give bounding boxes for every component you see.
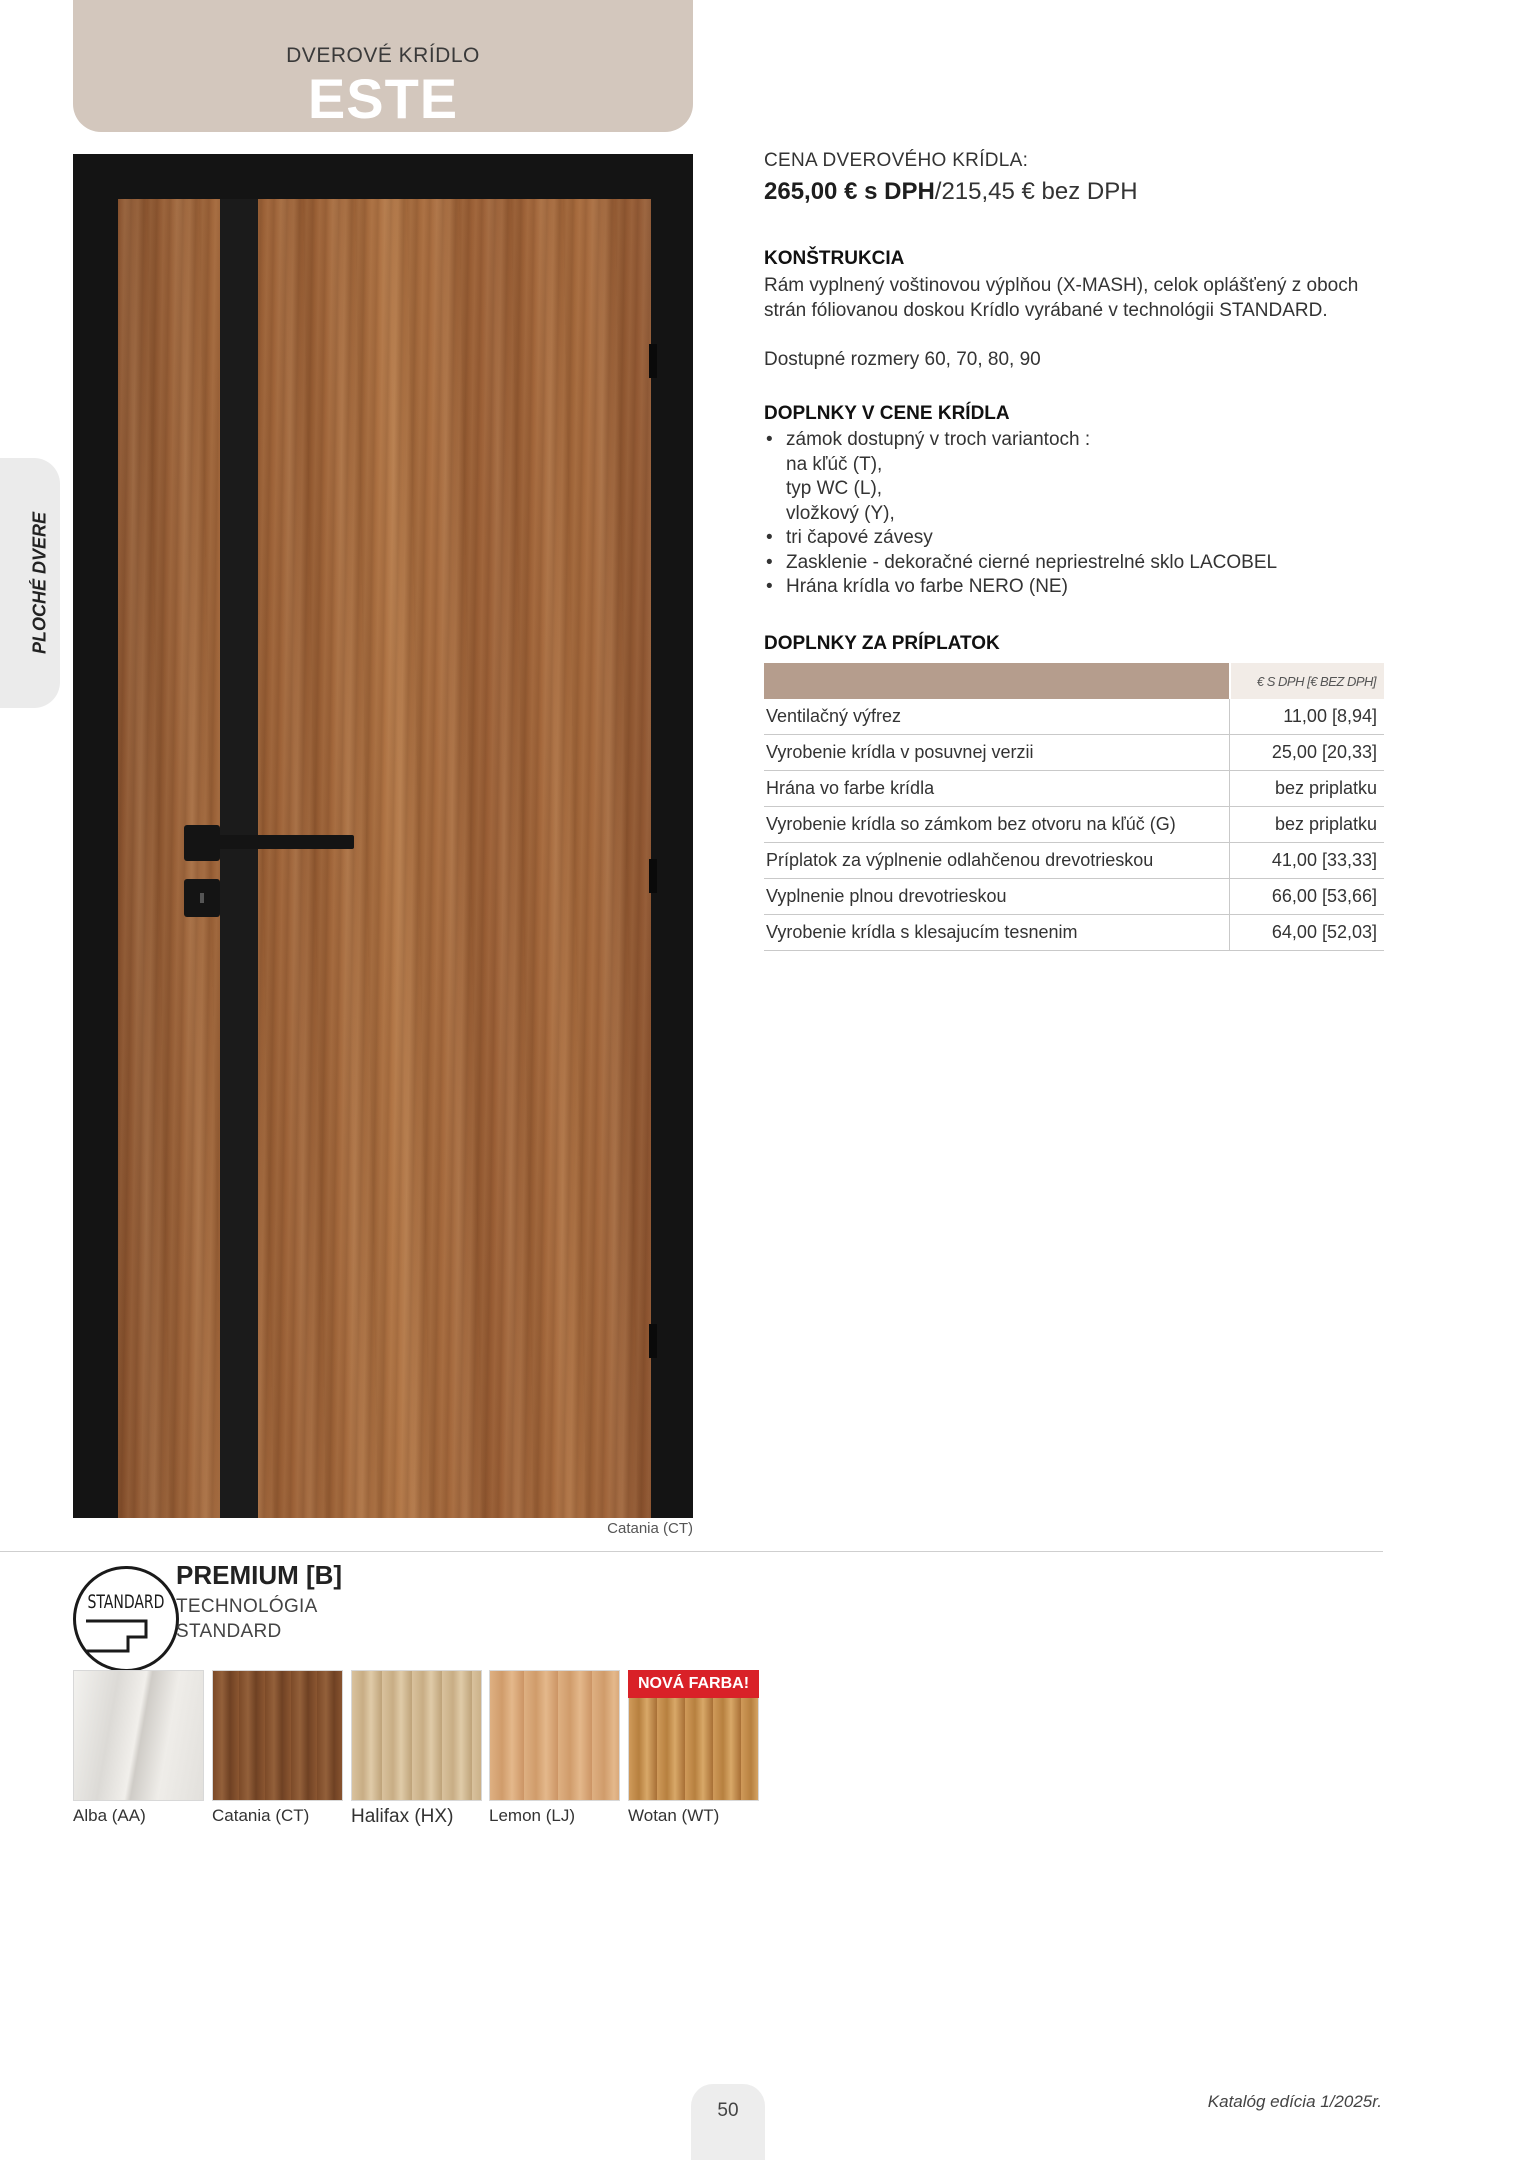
table-row — [764, 843, 1384, 879]
list-item: typ WC (L), — [786, 478, 883, 499]
extras-price-table — [764, 663, 1384, 951]
price-line — [764, 178, 1384, 206]
price-separator: / — [934, 178, 942, 205]
hinge — [649, 344, 657, 378]
extra-price: bez priplatku — [1230, 771, 1385, 807]
finish-label: Catania (CT) — [212, 1806, 310, 1825]
hinge — [649, 1324, 657, 1358]
included-list — [764, 428, 1384, 600]
list-item: • Zasklenie - dekoračné cierné nepriestrelné sklo LACOBEL — [764, 551, 1384, 576]
lock-escutcheon — [184, 879, 220, 917]
extra-name: Vyrobenie krídla v posuvnej verzii — [764, 735, 1230, 771]
product-title: ESTE — [307, 67, 459, 130]
price-with-vat: 265,00 € s DPH — [764, 178, 935, 205]
door-leaf — [118, 199, 651, 1518]
table-row — [764, 879, 1384, 915]
table-row — [764, 735, 1384, 771]
extra-name: Vyrobenie krídla s klesajucím tesnenim — [764, 915, 1230, 951]
table-row — [764, 807, 1384, 843]
list-item: na kľúč (T), — [786, 453, 883, 475]
list-item: vložkový (Y), — [786, 502, 895, 524]
construction-text: Rám vyplnený voštinovou výplňou (X-MASH), celok oplášťený z oboch strán fóliovanou doskou Krídlo vyrábané v technológii STANDARD. — [764, 275, 1359, 321]
table-row — [764, 915, 1384, 951]
extra-name: Vyplnenie plnou drevotrieskou — [764, 879, 1230, 915]
available-sizes: Dostupné rozmery 60, 70, 80, 90 — [764, 349, 1041, 370]
technology-title: PREMIUM [B] — [176, 1560, 343, 1590]
finish-label: Alba (AA) — [73, 1806, 146, 1825]
extra-price: 41,00 [33,33] — [1230, 843, 1385, 879]
extra-price: 64,00 [52,03] — [1230, 915, 1385, 951]
construction-heading: KONŠTRUKCIA — [764, 248, 905, 269]
technology-subtitle — [176, 1594, 318, 1644]
table-header-price: € S DPH [€ BEZ DPH] — [1230, 663, 1385, 699]
glass-strip — [220, 199, 258, 1518]
door-profile-icon — [76, 1569, 176, 1669]
new-color-badge: NOVÁ FARBA! — [628, 1670, 759, 1698]
header-tab — [73, 0, 693, 132]
finish-swatch-catania — [212, 1670, 343, 1801]
extra-price: 11,00 [8,94] — [1230, 699, 1385, 735]
extra-price: 25,00 [20,33] — [1230, 735, 1385, 771]
extra-price: 66,00 [53,66] — [1230, 879, 1385, 915]
extras-heading: DOPLNKY ZA PRÍPLATOK — [764, 633, 1000, 654]
extra-name: Hrána vo farbe krídla — [764, 771, 1230, 807]
extra-price: bez priplatku — [1230, 807, 1385, 843]
standard-technology-icon — [73, 1566, 179, 1672]
finish-swatch-halifax — [351, 1670, 482, 1801]
price-without-vat: 215,45 € bez DPH — [941, 178, 1138, 205]
finish-label: Halifax (HX) — [351, 1806, 454, 1827]
image-caption: Catania (CT) — [607, 1520, 693, 1537]
finish-swatch-lemon — [489, 1670, 620, 1801]
page-number: 50 — [717, 2100, 739, 2121]
finish-label: Wotan (WT) — [628, 1806, 720, 1825]
table-row — [764, 771, 1384, 807]
table-row — [764, 699, 1384, 735]
list-item: • zámok dostupný v troch variantoch : — [764, 428, 1384, 453]
price-label: CENA DVEROVÉHO KRÍDLA: — [764, 150, 1029, 171]
table-header-row — [764, 663, 1384, 699]
technology-line: TECHNOLÓGIA — [176, 1596, 318, 1617]
hinge — [649, 859, 657, 893]
extra-name: Vyrobenie krídla so zámkom bez otvoru na kľúč (G) — [764, 807, 1230, 843]
list-item: • tri čapové závesy — [764, 526, 1384, 551]
catalog-edition: Katalóg edícia 1/2025r. — [1207, 2092, 1382, 2111]
door-image — [73, 154, 693, 1518]
side-category-label: PLOCHÉ DVERE — [29, 511, 50, 655]
finish-label: Lemon (LJ) — [489, 1806, 575, 1825]
list-item: • Hrána krídla vo farbe NERO (NE) — [764, 575, 1384, 600]
extra-name: Príplatok za výplnenie odlahčenou drevotrieskou — [764, 843, 1230, 879]
standard-badge-label: STANDARD — [87, 1591, 165, 1613]
included-heading: DOPLNKY V CENE KRÍDLA — [764, 403, 1010, 424]
door-handle — [202, 835, 354, 849]
extra-name: Ventilačný výfrez — [764, 699, 1230, 735]
section-divider — [0, 1551, 1383, 1552]
finish-swatch-alba — [73, 1670, 204, 1801]
technology-line: STANDARD — [176, 1621, 282, 1642]
page-number-tab — [691, 2084, 765, 2160]
header-subtitle: DVEROVÉ KRÍDLO — [286, 44, 480, 67]
table-header-name — [764, 663, 1230, 699]
